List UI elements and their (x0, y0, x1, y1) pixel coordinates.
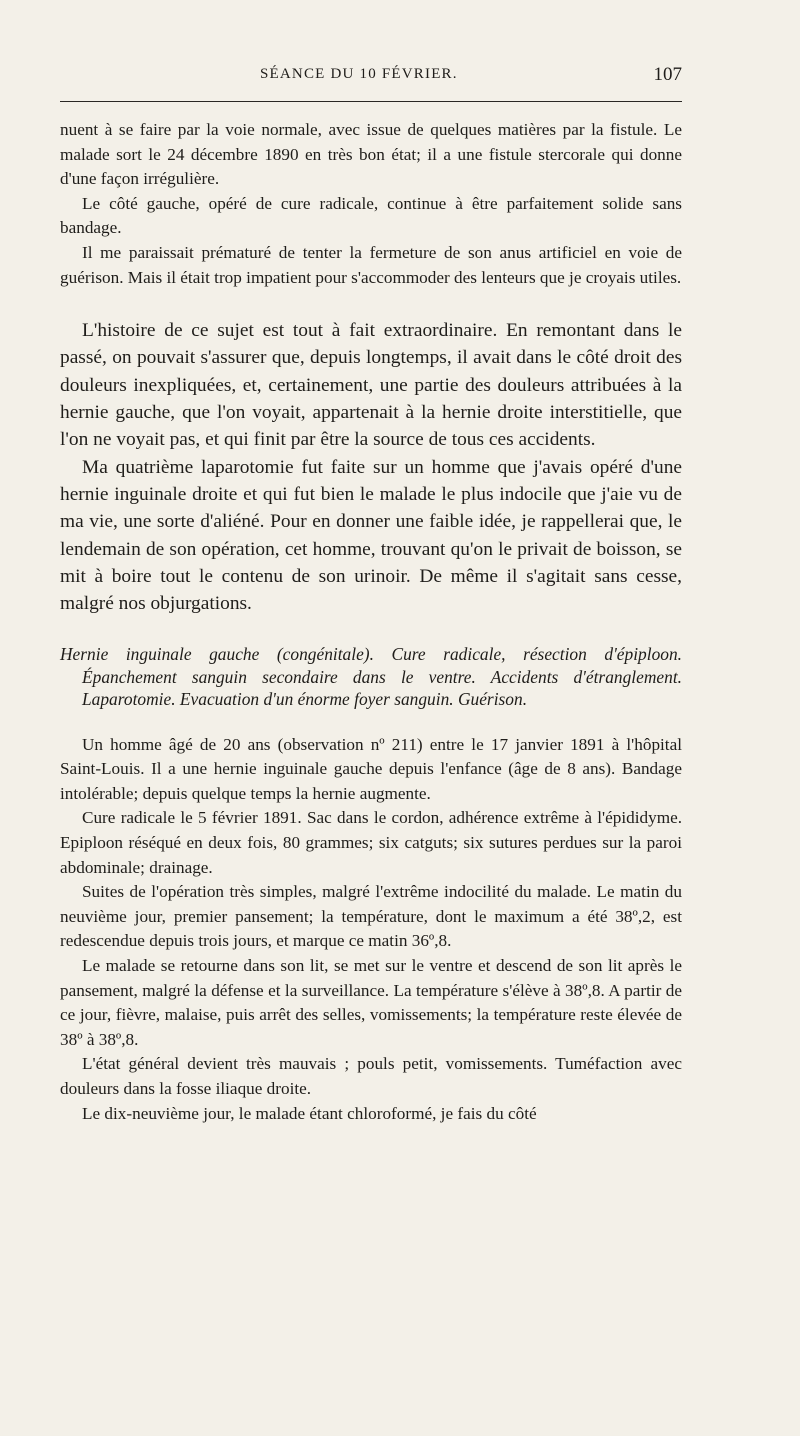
paragraph: L'état général devient très mauvais ; pouls petit, vomissements. Tuméfaction avec douleurs dans la fosse iliaque droite. (60, 1054, 682, 1098)
page-header (60, 64, 682, 94)
section-commentary (60, 317, 682, 617)
section-observation (60, 733, 682, 1127)
paragraph: nuent à se faire par la voie normale, avec issue de quelques matières par la fistule. Le malade sort le 24 décembre 1890 en très bon état; il a une fistule stercorale qui donne d'une façon irrégulière. (60, 120, 682, 189)
paragraph: Il me paraissait prématuré de tenter la fermeture de son anus artificiel en voie de guérison. Mais il était trop impatient pour s'accommoder des lenteurs que je croyais utiles. (60, 242, 682, 287)
header-rule (60, 101, 682, 102)
paragraph: Un homme âgé de 20 ans (observation nº 211) entre le 17 janvier 1891 à l'hôpital Saint-Louis. Il a une hernie inguinale gauche depuis l'enfance (âge de 8 ans). Bandage intolérable; depuis quelque temps la hernie augmente. (60, 734, 682, 803)
running-head: SÉANCE DU 10 FÉVRIER. (260, 66, 458, 82)
observation-title: Hernie inguinale gauche (congénitale). Cure radicale, résection d'épiploon. Épanchement sanguin secondaire dans le ventre. Accidents d'étranglement. Laparotomie. Evacuation d'un énorme foyer sanguin. Guérison. (60, 644, 682, 710)
paragraph: Ma quatrième laparotomie fut faite sur un homme que j'avais opéré d'une hernie inguinale droite et qui fut bien le malade le plus indocile que j'aie vu de ma vie, une sorte d'aliéné. Pour en donner une faible idée, je rappellerai que, le lendemain de son opération, cet homme, trouvant qu'on le privait de boisson, se mit à boire tout le contenu de son urinoir. De même il s'agitait sans cesse, malgré nos objurgations. (60, 456, 682, 615)
paragraph: Le malade se retourne dans son lit, se met sur le ventre et descend de son lit après le pansement, malgré la défense et la surveillance. La température s'élève à 38º,8. A partir de ce jour, fièvre, malaise, puis arrêt des selles, vomissements; la température reste élevée de 38º à 38º,8. (60, 955, 682, 1049)
paragraph: Cure radicale le 5 février 1891. Sac dans le cordon, adhérence extrême à l'épididyme. Epiploon réséqué en deux fois, 80 grammes; six catguts; six sutures perdues sur la paroi abdominale; drainage. (60, 808, 682, 877)
section-continuation (60, 118, 682, 290)
paragraph: Le côté gauche, opéré de cure radicale, continue à être parfaitement solide sans bandage. (60, 193, 682, 238)
paragraph: Suites de l'opération très simples, malgré l'extrême indocilité du malade. Le matin du neuvième jour, premier pansement; la température, dont le maximum a été 38º,2, est redescendue depuis trois jours, et marque ce matin 36º,8. (60, 882, 682, 951)
body-text (60, 118, 682, 1126)
paragraph: L'histoire de ce sujet est tout à fait extraordinaire. En remontant dans le passé, on pouvait s'assurer que, depuis longtemps, il avait dans le côté droit des douleurs inexpliquées, et, certainement, une partie des douleurs attribuées à la hernie gauche, que l'on voyait, appartenait à la hernie droite interstitielle, que l'on ne voyait pas, et qui finit par être la source de tous ces accidents. (60, 320, 682, 451)
page-number: 107 (653, 64, 682, 85)
paragraph: Le dix-neuvième jour, le malade étant chloroformé, je fais du côté (82, 1103, 537, 1123)
